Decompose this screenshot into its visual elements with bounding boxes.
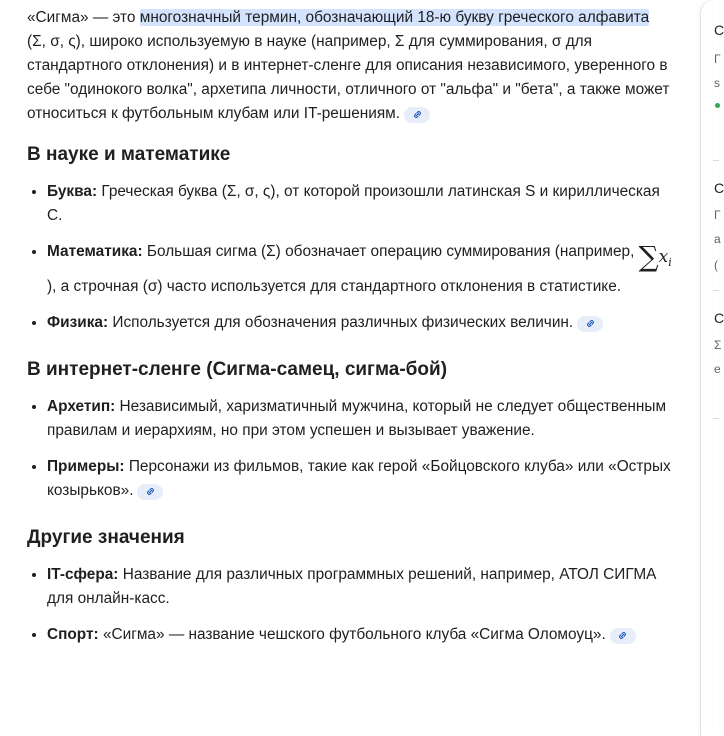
item-text: Независимый, харизматичный мужчина, который не следует общественным правилам и иерархиям, но при этом успешен и вызывает уважение.	[47, 398, 667, 439]
other-list	[27, 563, 672, 647]
intro-text-start: «Сигма» — это	[27, 9, 140, 26]
item-term: Примеры:	[47, 458, 125, 475]
formula-subscript: i	[668, 256, 672, 269]
item-term: Спорт:	[47, 626, 99, 643]
item-text: «Сигма» — название чешского футбольного клуба «Сигма Оломоуц».	[98, 626, 606, 643]
item-term: Математика:	[47, 243, 143, 260]
source-link-button[interactable]	[137, 484, 163, 500]
item-term: Архетип:	[47, 398, 116, 415]
science-list	[27, 180, 672, 335]
panel-glyph: s	[714, 76, 720, 90]
formula-variable: x	[658, 247, 669, 267]
item-term: Физика:	[47, 314, 109, 331]
slang-list	[27, 395, 672, 503]
sources-side-panel[interactable]	[700, 0, 724, 736]
source-link-button[interactable]	[577, 316, 603, 332]
item-text: Персонажи из фильмов, такие как герой «Бойцовского клуба» или «Острых козырьков».	[47, 458, 671, 499]
item-text: Греческая буква (Σ, σ, ς), от которой произошли латинская S и кириллическая С.	[47, 183, 660, 224]
list-item	[47, 623, 672, 647]
intro-text-end: (Σ, σ, ς), широко используемую в науке (например, Σ для суммирования, σ для стандартного отклонения) и в интернет-сленге для описания независимого, уверенного в себе "одинокого волка", архетипа личности, отличного от "альфа" и "бета", а также может относиться к футбольным клубам или IT-решениям.	[27, 33, 670, 122]
list-item	[47, 311, 672, 335]
section-heading-other: Другие значения	[27, 527, 185, 548]
item-term: Буква:	[47, 183, 98, 200]
section-heading-science: В науке и математике	[27, 144, 231, 165]
section-heading-slang: В интернет-сленге (Сигма-самец, сигма-бой)	[27, 359, 448, 380]
item-term: IT-сфера:	[47, 566, 119, 583]
list-item	[47, 455, 672, 503]
panel-divider	[713, 290, 719, 291]
item-text: Большая сигма (Σ) обозначает операцию суммирования (например,	[142, 243, 639, 260]
panel-glyph: C	[714, 310, 724, 326]
sum-formula	[638, 240, 672, 275]
sum-sigma: ∑	[638, 240, 659, 273]
list-item	[47, 240, 672, 299]
intro-paragraph	[27, 6, 672, 126]
panel-divider	[713, 160, 719, 161]
item-text: Используется для обозначения различных физических величин.	[108, 314, 574, 331]
link-icon	[617, 630, 628, 641]
panel-glyph: Г	[714, 208, 721, 222]
panel-glyph: Σ	[714, 338, 722, 352]
panel-divider	[713, 418, 719, 419]
panel-glyph: е	[714, 362, 721, 376]
list-item	[47, 563, 672, 611]
source-link-button[interactable]	[404, 107, 430, 123]
panel-glyph: Г	[714, 52, 721, 66]
list-item	[47, 395, 672, 443]
panel-glyph: С	[714, 22, 724, 38]
link-icon	[412, 109, 423, 120]
favicon-dot-icon	[715, 103, 720, 108]
link-icon	[585, 318, 596, 329]
source-link-button[interactable]	[610, 628, 636, 644]
panel-glyph: С	[714, 180, 724, 196]
list-item	[47, 180, 672, 228]
ai-answer	[27, 6, 672, 647]
panel-glyph: а	[714, 232, 721, 246]
panel-glyph: (	[714, 258, 718, 272]
highlighted-definition: многозначный термин, обозначающий 18-ю букву греческого алфавита	[139, 9, 650, 26]
item-text: Название для различных программных решений, например, АТОЛ СИГМА для онлайн-касс.	[47, 566, 657, 607]
item-text: ), а строчная (σ) часто используется для стандартного отклонения в статистике.	[47, 278, 622, 295]
link-icon	[145, 486, 156, 497]
